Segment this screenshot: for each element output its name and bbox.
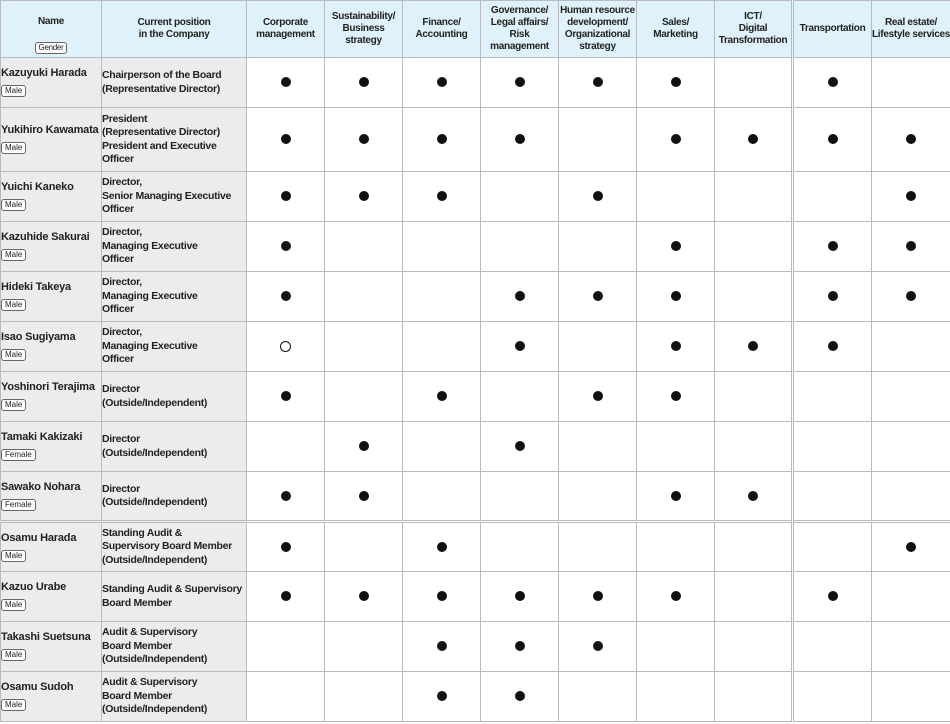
table-row [1,572,950,622]
skill-cell [481,372,559,422]
member-name: Takashi Suetsuna [1,631,91,643]
skill-cell [715,58,793,108]
skill-cell [715,622,793,672]
skill-cell [247,522,325,572]
member-name: Isao Sugiyama [1,331,76,343]
skill-cell [481,572,559,622]
filled-circle-icon [748,491,758,501]
skill-header-transportation: Transportation [793,1,872,58]
skill-cell [715,108,793,172]
skill-cell [481,622,559,672]
filled-circle-icon [281,491,291,501]
table-row [1,172,950,222]
name-cell [1,472,102,522]
position-cell [102,108,247,172]
skill-cell [559,108,637,172]
skill-cell [559,272,637,322]
table-row [1,522,950,572]
gender-badge: Male [1,299,26,311]
skill-cell [403,572,481,622]
skill-cell [247,672,325,722]
filled-circle-icon [593,77,603,87]
filled-circle-icon [593,291,603,301]
gender-badge: Female [1,499,36,511]
gender-badge: Male [1,85,26,97]
skill-cell [637,572,715,622]
skill-cell [715,422,793,472]
skill-header-human-resource: Human resource development/ Organizational strategy [559,1,637,58]
skill-cell [715,572,793,622]
member-position: Chairperson of the Board (Representative Director) [102,69,222,95]
filled-circle-icon [671,491,681,501]
skill-cell [715,222,793,272]
table-row [1,672,950,722]
position-cell [102,272,247,322]
name-cell [1,222,102,272]
filled-circle-icon [437,391,447,401]
name-cell [1,322,102,372]
filled-circle-icon [359,441,369,451]
skill-cell [559,622,637,672]
filled-circle-icon [437,191,447,201]
filled-circle-icon [437,641,447,651]
skill-cell [403,522,481,572]
filled-circle-icon [828,241,838,251]
skill-cell [637,172,715,222]
skill-cell [247,622,325,672]
filled-circle-icon [906,291,916,301]
skill-header-real-estate: Real estate/ Lifestyle services [872,1,950,58]
skill-cell [637,372,715,422]
skill-cell [637,222,715,272]
skill-cell [715,522,793,572]
gender-badge: Male [1,249,26,261]
filled-circle-icon [359,191,369,201]
filled-circle-icon [437,691,447,701]
skill-cell [559,422,637,472]
filled-circle-icon [593,591,603,601]
name-cell [1,272,102,322]
skill-cell [872,472,950,522]
filled-circle-icon [359,77,369,87]
skill-cell [872,422,950,472]
position-cell [102,522,247,572]
skill-cell [325,572,403,622]
skill-cell [637,58,715,108]
filled-circle-icon [828,77,838,87]
skill-cell [481,322,559,372]
skill-cell [247,372,325,422]
skill-cell [247,572,325,622]
gender-badge: Male [1,349,26,361]
skill-cell [481,172,559,222]
member-position: Standing Audit & Supervisory Board Member [102,583,242,609]
member-position: Director (Outside/Independent) [102,433,208,459]
gender-badge: Female [1,449,36,461]
skill-cell [247,58,325,108]
filled-circle-icon [515,691,525,701]
filled-circle-icon [671,391,681,401]
skill-cell [793,572,872,622]
skill-cell [637,322,715,372]
skill-cell [481,222,559,272]
skill-cell [325,172,403,222]
skill-cell [559,472,637,522]
skill-cell [559,672,637,722]
header-row [1,1,950,58]
filled-circle-icon [906,134,916,144]
skill-cell [793,672,872,722]
skill-cell [793,272,872,322]
skill-cell [872,572,950,622]
filled-circle-icon [906,542,916,552]
filled-circle-icon [281,241,291,251]
skill-cell [872,322,950,372]
gender-badge: Male [1,599,26,611]
skill-cell [247,222,325,272]
name-cell [1,172,102,222]
name-cell [1,622,102,672]
skill-cell [325,672,403,722]
skill-cell [247,422,325,472]
name-cell [1,522,102,572]
position-column-header: Current position in the Company [102,1,247,58]
hollow-circle-icon [280,341,291,352]
skill-cell [247,472,325,522]
position-cell [102,58,247,108]
skill-cell [793,322,872,372]
skill-cell [325,322,403,372]
name-cell [1,372,102,422]
skill-cell [793,172,872,222]
member-name: Yukihiro Kawamata [1,124,99,136]
filled-circle-icon [281,291,291,301]
skill-cell [715,372,793,422]
table-row [1,222,950,272]
skill-cell [325,522,403,572]
member-position: Director, Managing Executive Officer [102,226,198,266]
skill-cell [481,272,559,322]
skill-cell [325,472,403,522]
member-position: Director (Outside/Independent) [102,383,208,409]
filled-circle-icon [593,641,603,651]
filled-circle-icon [748,134,758,144]
filled-circle-icon [593,391,603,401]
position-cell [102,372,247,422]
skill-cell [715,322,793,372]
position-cell [102,572,247,622]
skill-cell [403,672,481,722]
member-position: Director, Managing Executive Officer [102,276,198,316]
table-row [1,372,950,422]
table-row [1,422,950,472]
skill-cell [559,322,637,372]
skill-cell [637,422,715,472]
filled-circle-icon [281,542,291,552]
skill-header-sustainability: Sustainability/ Business strategy [325,1,403,58]
skill-cell [715,172,793,222]
filled-circle-icon [671,341,681,351]
member-position: Director, Senior Managing Executive Officer [102,176,232,216]
name-column-header [1,1,102,58]
skill-cell [793,472,872,522]
filled-circle-icon [828,341,838,351]
skill-cell [715,472,793,522]
skill-cell [637,272,715,322]
skill-cell [481,472,559,522]
skill-cell [637,472,715,522]
filled-circle-icon [515,77,525,87]
skill-cell [403,422,481,472]
filled-circle-icon [515,641,525,651]
filled-circle-icon [828,134,838,144]
table-row [1,472,950,522]
member-position: Director (Outside/Independent) [102,482,208,508]
skill-cell [793,108,872,172]
filled-circle-icon [593,191,603,201]
table-row [1,58,950,108]
skill-cell [715,272,793,322]
skill-cell [403,272,481,322]
skill-cell [559,372,637,422]
gender-badge: Male [1,699,26,711]
filled-circle-icon [359,134,369,144]
skill-cell [403,172,481,222]
filled-circle-icon [671,591,681,601]
position-cell [102,422,247,472]
skill-cell [325,422,403,472]
member-name: Sawako Nohara [1,480,81,493]
skill-header-sales: Sales/ Marketing [637,1,715,58]
skill-cell [325,372,403,422]
skill-header-finance: Finance/ Accounting [403,1,481,58]
table-row [1,108,950,172]
filled-circle-icon [828,291,838,301]
member-name: Osamu Harada [1,531,77,544]
filled-circle-icon [515,134,525,144]
skill-cell [793,522,872,572]
gender-badge: Male [1,649,26,661]
skill-cell [325,222,403,272]
table-row [1,322,950,372]
skill-cell [325,58,403,108]
name-cell [1,672,102,722]
skill-cell [872,372,950,422]
skill-cell [247,322,325,372]
member-position: Director, Managing Executive Officer [102,326,198,366]
gender-badge: Male [1,399,26,411]
skill-cell [793,372,872,422]
filled-circle-icon [515,591,525,601]
skill-cell [559,58,637,108]
filled-circle-icon [437,134,447,144]
skill-cell [872,58,950,108]
member-name: Yoshinori Terajima [1,381,95,393]
position-cell [102,322,247,372]
skill-cell [793,58,872,108]
filled-circle-icon [748,341,758,351]
skill-cell [637,522,715,572]
skill-cell [403,108,481,172]
filled-circle-icon [515,341,525,351]
member-name: Kazuhide Sakurai [1,231,90,243]
skill-cell [793,622,872,672]
skill-cell [559,572,637,622]
filled-circle-icon [671,77,681,87]
filled-circle-icon [671,134,681,144]
skill-header-governance: Governance/ Legal affairs/ Risk management [481,1,559,58]
filled-circle-icon [281,391,291,401]
filled-circle-icon [437,591,447,601]
filled-circle-icon [359,591,369,601]
skill-cell [637,672,715,722]
skill-cell [247,172,325,222]
skill-header-ict: ICT/ Digital Transformation [715,1,793,58]
skill-cell [247,108,325,172]
position-cell [102,222,247,272]
filled-circle-icon [671,291,681,301]
skill-cell [325,108,403,172]
position-cell [102,172,247,222]
member-position: President (Representative Director) President and Executive Officer [102,112,220,165]
name-cell [1,58,102,108]
gender-badge: Male [1,199,26,211]
filled-circle-icon [281,191,291,201]
member-name: Yuichi Kaneko [1,181,74,193]
skill-cell [403,222,481,272]
skill-cell [637,622,715,672]
skill-header-corporate-management: Corporate management [247,1,325,58]
filled-circle-icon [515,291,525,301]
position-cell [102,672,247,722]
member-position: Standing Audit & Supervisory Board Member (Outside/Independent) [102,526,232,566]
gender-badge: Male [1,550,26,562]
skill-cell [481,672,559,722]
skill-cell [403,472,481,522]
filled-circle-icon [281,591,291,601]
name-header-label: Name [37,16,65,27]
position-cell [102,622,247,672]
gender-header-badge: Gender [35,42,68,54]
matrix-body [1,58,950,722]
skill-cell [559,522,637,572]
filled-circle-icon [359,491,369,501]
skill-cell [403,372,481,422]
skill-cell [872,108,950,172]
skill-cell [872,272,950,322]
skill-cell [325,622,403,672]
skill-cell [872,222,950,272]
member-name: Kazuyuki Harada [1,67,87,79]
skill-cell [559,222,637,272]
table-row [1,272,950,322]
skill-cell [872,622,950,672]
skill-cell [559,172,637,222]
skill-cell [325,272,403,322]
filled-circle-icon [437,77,447,87]
skill-cell [872,672,950,722]
member-name: Tamaki Kakizaki [1,431,83,443]
filled-circle-icon [906,191,916,201]
name-cell [1,422,102,472]
table-row [1,622,950,672]
filled-circle-icon [671,241,681,251]
skill-cell [481,58,559,108]
skill-cell [481,522,559,572]
filled-circle-icon [515,441,525,451]
member-name: Hideki Takeya [1,281,71,293]
skill-cell [637,108,715,172]
skill-cell [793,422,872,472]
skill-cell [403,58,481,108]
skill-cell [793,222,872,272]
skill-cell [403,322,481,372]
filled-circle-icon [281,134,291,144]
member-name: Osamu Sudoh [1,681,74,693]
member-name: Kazuo Urabe [1,581,67,593]
skill-cell [715,672,793,722]
skill-cell [481,422,559,472]
name-cell [1,572,102,622]
skill-cell [481,108,559,172]
name-cell [1,108,102,172]
filled-circle-icon [437,542,447,552]
filled-circle-icon [281,77,291,87]
skill-cell [872,172,950,222]
gender-badge: Male [1,142,26,154]
member-position: Audit & Supervisory Board Member (Outside/Independent) [102,626,208,666]
member-position: Audit & Supervisory Board Member (Outside/Independent) [102,676,208,716]
filled-circle-icon [906,241,916,251]
skill-cell [872,522,950,572]
skill-cell [247,272,325,322]
position-cell [102,472,247,522]
skill-cell [403,622,481,672]
filled-circle-icon [828,591,838,601]
